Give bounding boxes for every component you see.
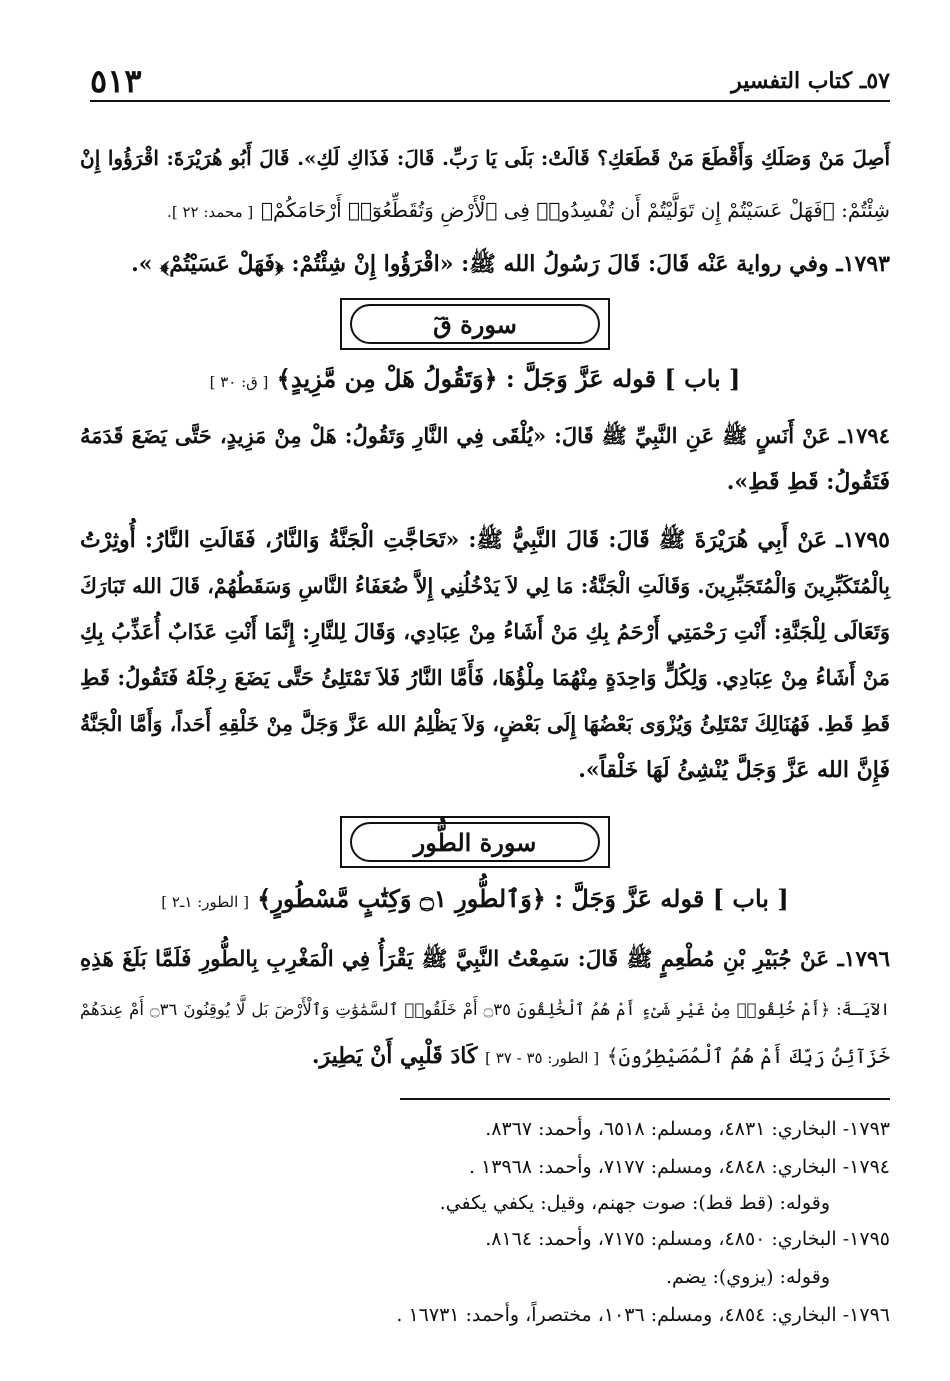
hadith-1795-line: قَطِ قَطِ. فَهُنَالِكَ تَمْتَلِئُ وَيُزْوَى بَعْضُهَا إِلَى بَعْضٍ، وَلاَ يَظْلِمُ الله عَزَّ وَجَلَّ مِنْ خَلْقِهِ أَحَداً، وَأَمَّا الْجَنَّةُ [80,712,890,736]
bab-heading [0,884,950,913]
bab-text: [ باب ] قوله عَزَّ وَجَلَّ : ﴿وَتَقُولُ هَلْ مِن مَّزِيدٍ﴾ [276,364,741,393]
hadith-1795-line: ١٧٩٥ـ عَنْ أَبِي هُرَيْرَةَ ﷺ قَالَ: قَالَ النَّبِيُّ ﷺ: «تَحَاجَّتِ الْجَنَّةُ وَالنَّارُ، فَقَالَتِ النَّارُ: أُوثِرْتُ [80,527,890,553]
text-run: كَادَ قَلْبِي أَنْ يَطِيرَ. [311,1043,478,1069]
surah-title: سورة قٓ [350,304,600,344]
hadith-1794-line: ١٧٩٤ـ عَنْ أَنَسٍ ﷺ عَنِ النَّبِيِّ ﷺ قَالَ: «يُلْقَى فِي النَّارِ وَتَقُولُ: هَلْ مِنْ مَزِيدٍ، حَتَّى يَضَعَ قَدَمَهُ [80,423,890,448]
hadith-1795-line: فَإِنَّ الله عَزَّ وَجَلَّ يُنْشِئُ لَهَا خَلْقاً». [578,757,890,783]
text-line: أَصِلَ مَنْ وَصَلَكِ وَأَقْطَعَ مَنْ قَطَعَكِ؟ قَالَتْ: بَلَى يَا رَبِّ. قَالَ: فَذَاكِ لَكِ». قَالَ أَبُو هُرَيْرَةَ: اقْرَؤُوا إِنْ [80,146,890,170]
surah-heading-qaf [340,298,610,350]
hadith-1795-line: وَتَعَالَى لِلْجَنَّةِ: أَنْتِ رَحْمَتِي أَرْحَمُ بِكِ مَنْ أَشَاءُ مِنْ عِبَادِي، وَقَالَ لِلنَّارِ: إِنَّمَا أَنْتِ عَذَابٌ أُعَذِّبُ بِكِ [80,619,890,644]
hadith-1794-line: فَتَقُولُ: قَطِ قَطِ». [726,469,890,495]
surah-title: سورة الطُّور [350,822,600,862]
page-number: ٥١٣ [90,62,142,100]
quran-verse: خَزَآئِنُ رَبِّكَ أَمْ هُمُ ٱلْمُصَيْطِرُونَ﴾ [606,1044,890,1068]
verse-citation: [ محمد: ٢٢ ]. [167,203,254,221]
hadith-1796-line: الآيَـةَ: ﴿أَمْ خُلِقُوا۟ مِنْ غَيْرِ شَىْءٍ أَمْ هُمُ ٱلْخَٰلِقُونَ ۝٣٥ أَمْ خَلَقُوا۟ ٱلسَّمَٰوَٰتِ وَٱلْأَرْضَ بَل لَّا يُوقِنُونَ ۝٣٦ أَمْ عِندَهُمْ [80,1000,890,1019]
chapter-title: ٥٧ـ كتاب التفسير [731,68,890,94]
text-line [80,190,890,232]
verse-citation: [ الطور: ٣٥ - ٣٧ ] [485,1049,600,1067]
footnote-1795: ١٧٩٥- البخاري: ٤٨٥٠، ومسلم: ٧١٧٥، وأحمد: ٨١٦٤. [485,1228,890,1250]
footnote-divider [400,1098,890,1100]
footnote-1793: ١٧٩٣- البخاري: ٤٨٣١، ومسلم: ٦٥١٨، وأحمد: ٨٣٦٧. [485,1118,890,1140]
running-header [90,58,890,102]
surah-heading-tur [340,816,610,868]
footnote-1796: ١٧٩٦- البخاري: ٤٨٥٤، ومسلم: ١٠٣٦، مختصراً، وأحمد: ١٦٧٣١ . [396,1304,890,1326]
hadith-1793: ١٧٩٣ـ وفي رواية عَنْه قَالَ: قَالَ رَسُولُ الله ﷺ: «اقْرَؤُوا إِنْ شِئْتُمْ: ﴿فَهَلْ عَسَيْتُمْ﴾ ». [131,251,890,277]
footnote-note: وقوله: (يزوي): يضم. [665,1266,830,1288]
hadith-1795-line: مَنْ أَشَاءُ مِنْ عِبَادِي. وَلِكُلٍّ وَاحِدَةٍ مِنْهُمَا مِلْؤُهَا، فَأَمَّا النَّارُ فَلاَ تَمْتَلِئُ حَتَّى يَضَعَ رِجْلَهُ فَتَقُولُ: قَطِ [80,665,890,690]
hadith-1796-line [80,1036,890,1078]
hadith-1796-line: ١٧٩٦ـ عَنْ جُبَيْرِ بْنِ مُطْعِمٍ ﷺ قَالَ: سَمِعْتُ النَّبِيَّ ﷺ يَقْرَأُ فِي الْمَغْرِبِ بِالطُّورِ فَلَمَّا بَلَغَ هَذِهِ [80,947,890,972]
bab-text: [ باب ] قوله عَزَّ وَجَلَّ : ﴿وَٱلطُّورِ ۝١ وَكِتَٰبٍ مَّسْطُورٍ﴾ [257,884,789,913]
verse-citation: [ الطور: ١ـ٢ ] [161,893,249,911]
bab-heading [0,364,950,393]
footnote-1794: ١٧٩٤- البخاري: ٤٨٤٨، ومسلم: ٧١٧٧، وأحمد: ١٣٩٦٨ . [468,1156,890,1178]
footnote-note: وقوله: (قط قط): صوت جهنم، وقيل: يكفي يكفي. [439,1192,830,1214]
quran-verse: شِئْتُمْ: ﴿فَهَلْ عَسَيْتُمْ إِن تَوَلَّيْتُمْ أَن تُفْسِدُوا۟ فِى ٱلْأَرْضِ وَتُقَطِّعُوٓا۟ أَرْحَامَكُمْ﴾ [260,198,890,222]
hadith-1795-line: بِالْمُتَكَبِّرِينَ وَالْمُتَجَبِّرِينَ. وَقَالَتِ الْجَنَّةُ: مَا لِي لاَ يَدْخُلُنِي إِلاَّ ضُعَفَاءُ النَّاسِ وَسَقَطُهُمْ، قَالَ الله تَبَارَكَ [80,574,890,598]
verse-citation: [ ق: ٣٠ ] [209,373,269,391]
